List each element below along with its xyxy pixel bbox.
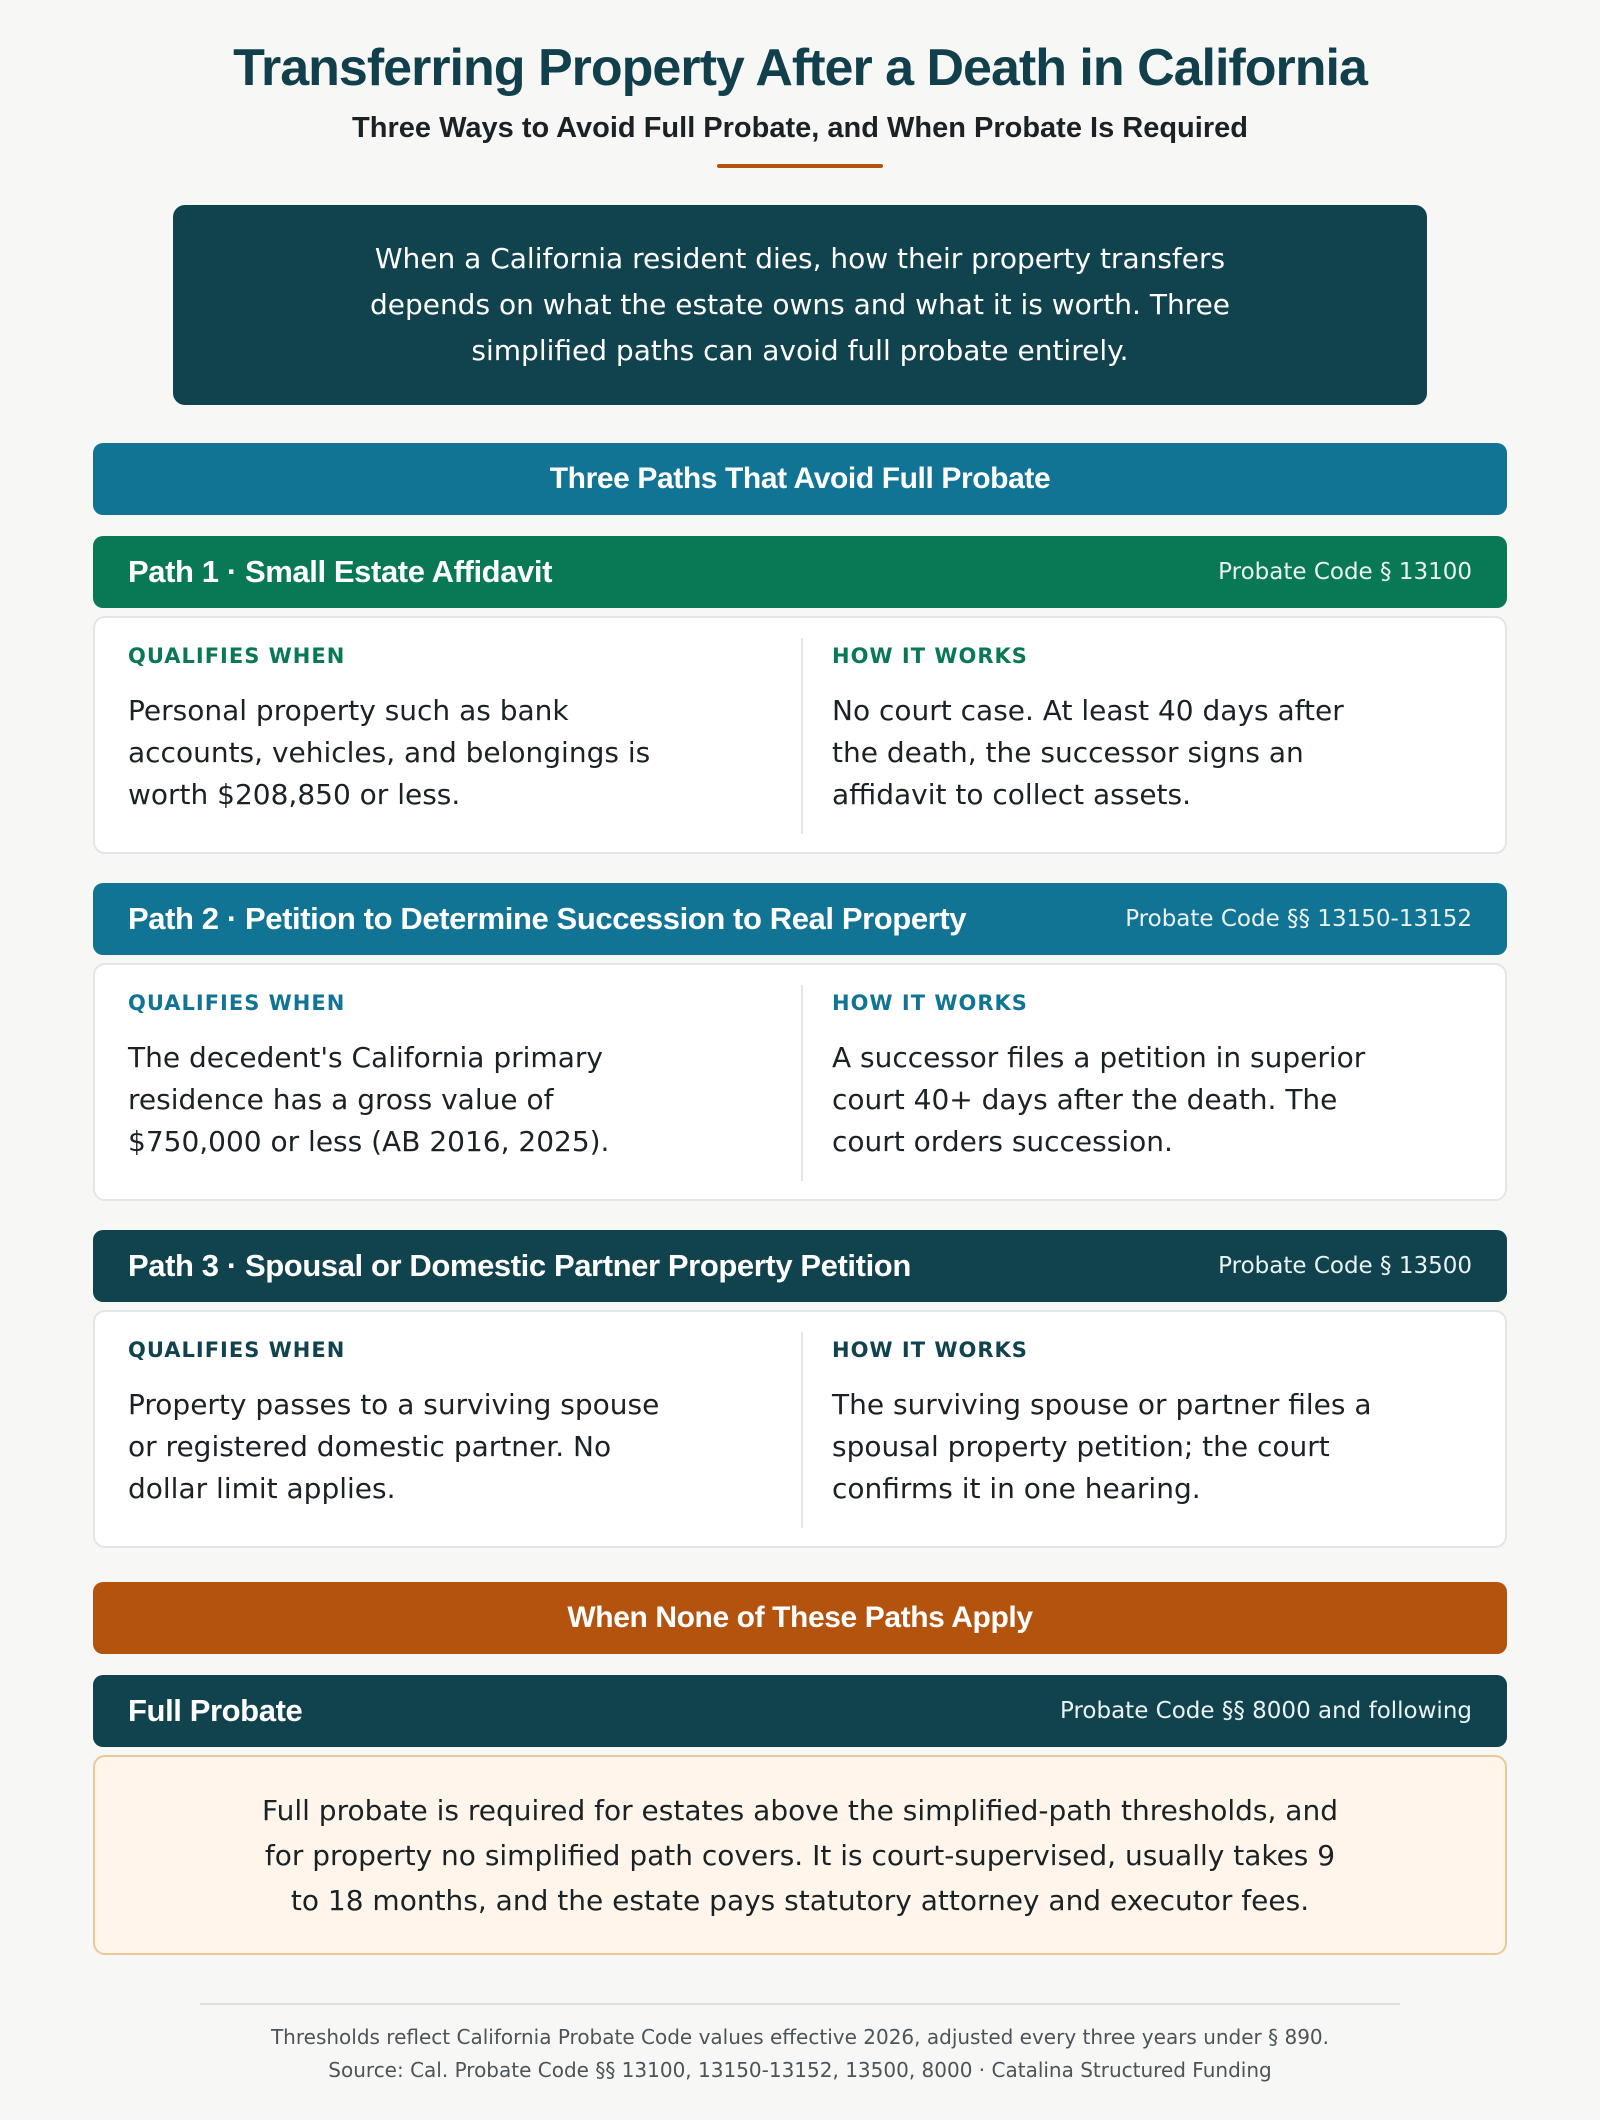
column-divider bbox=[801, 1332, 803, 1528]
footer-divider bbox=[200, 2003, 1400, 2005]
paths-section-band bbox=[93, 443, 1507, 515]
path-3-qualifies bbox=[128, 1336, 668, 1510]
qualifies-label: QUALIFIES WHEN bbox=[128, 1338, 346, 1362]
path-2-header bbox=[93, 883, 1507, 955]
path-1-card bbox=[93, 616, 1507, 854]
path-3-header bbox=[93, 1230, 1507, 1302]
path-1-header bbox=[93, 536, 1507, 608]
path-2-qualifies bbox=[128, 989, 668, 1163]
how-label: HOW IT WORKS bbox=[832, 1338, 1028, 1362]
title-underline bbox=[717, 164, 883, 168]
how-label: HOW IT WORKS bbox=[832, 644, 1028, 668]
paths-section-title: Three Paths That Avoid Full Probate bbox=[549, 462, 1051, 495]
path-3-title: Path 3 · Spousal or Domestic Partner Property Petition bbox=[128, 1248, 911, 1283]
qualifies-text: Personal property such as bank accounts, vehicles, and belongings is worth $208,850 or less. bbox=[128, 694, 651, 811]
path-3-code: Probate Code § 13500 bbox=[1218, 1253, 1472, 1279]
intro-text: When a California resident dies, how their property transfers depends on what the estate owns and what it is worth. Three simplified paths can avoid full probate entirely. bbox=[369, 242, 1231, 367]
path-3-card bbox=[93, 1310, 1507, 1548]
qualifies-text: Property passes to a surviving spouse or registered domestic partner. No dollar limit applies. bbox=[128, 1388, 660, 1505]
column-divider bbox=[801, 985, 803, 1181]
column-divider bbox=[801, 638, 803, 834]
full-probate-panel bbox=[93, 1755, 1507, 1955]
path-2-card bbox=[93, 963, 1507, 1201]
how-text: No court case. At least 40 days after the death, the successor signs an affidavit to collect assets. bbox=[832, 694, 1344, 811]
none-apply-band bbox=[93, 1582, 1507, 1654]
footer-source: Source: Cal. Probate Code §§ 13100, 13150-13152, 13500, 8000 · Catalina Structured Funding bbox=[328, 2058, 1272, 2082]
path-2-code: Probate Code §§ 13150-13152 bbox=[1125, 906, 1472, 932]
full-probate-header bbox=[93, 1675, 1507, 1747]
path-2-how bbox=[832, 989, 1372, 1163]
none-apply-title: When None of These Paths Apply bbox=[567, 1601, 1033, 1634]
full-probate-code: Probate Code §§ 8000 and following bbox=[1060, 1698, 1472, 1724]
how-text: A successor files a petition in superior court 40+ days after the death. The court orders succession. bbox=[832, 1041, 1366, 1158]
path-1-qualifies bbox=[128, 642, 668, 816]
path-2-title: Path 2 · Petition to Determine Succession to Real Property bbox=[128, 901, 967, 936]
how-text: The surviving spouse or partner files a spousal property petition; the court confirms it in one hearing. bbox=[832, 1388, 1372, 1505]
qualifies-text: The decedent's California primary residence has a gross value of $750,000 or less (AB 2016, 2025). bbox=[128, 1041, 610, 1158]
full-probate-text: Full probate is required for estates above the simplified-path thresholds, and for property no simplified path covers. It is court-supervised, usually takes 9 to 18 months, and the estate pays statutory attorney and executor fees. bbox=[262, 1793, 1338, 1917]
footer-note: Thresholds reflect California Probate Code values effective 2026, adjusted every three years under § 890. bbox=[270, 2025, 1330, 2049]
page-subtitle: Three Ways to Avoid Full Probate, and When Probate Is Required bbox=[352, 112, 1248, 144]
full-probate-title: Full Probate bbox=[128, 1693, 303, 1728]
qualifies-label: QUALIFIES WHEN bbox=[128, 991, 346, 1015]
path-3-how bbox=[832, 1336, 1372, 1510]
path-1-how bbox=[832, 642, 1372, 816]
qualifies-label: QUALIFIES WHEN bbox=[128, 644, 346, 668]
path-1-code: Probate Code § 13100 bbox=[1218, 559, 1472, 585]
intro-panel bbox=[173, 205, 1427, 405]
how-label: HOW IT WORKS bbox=[832, 991, 1028, 1015]
path-1-title: Path 1 · Small Estate Affidavit bbox=[128, 554, 553, 589]
page-title: Transferring Property After a Death in California bbox=[233, 39, 1367, 97]
